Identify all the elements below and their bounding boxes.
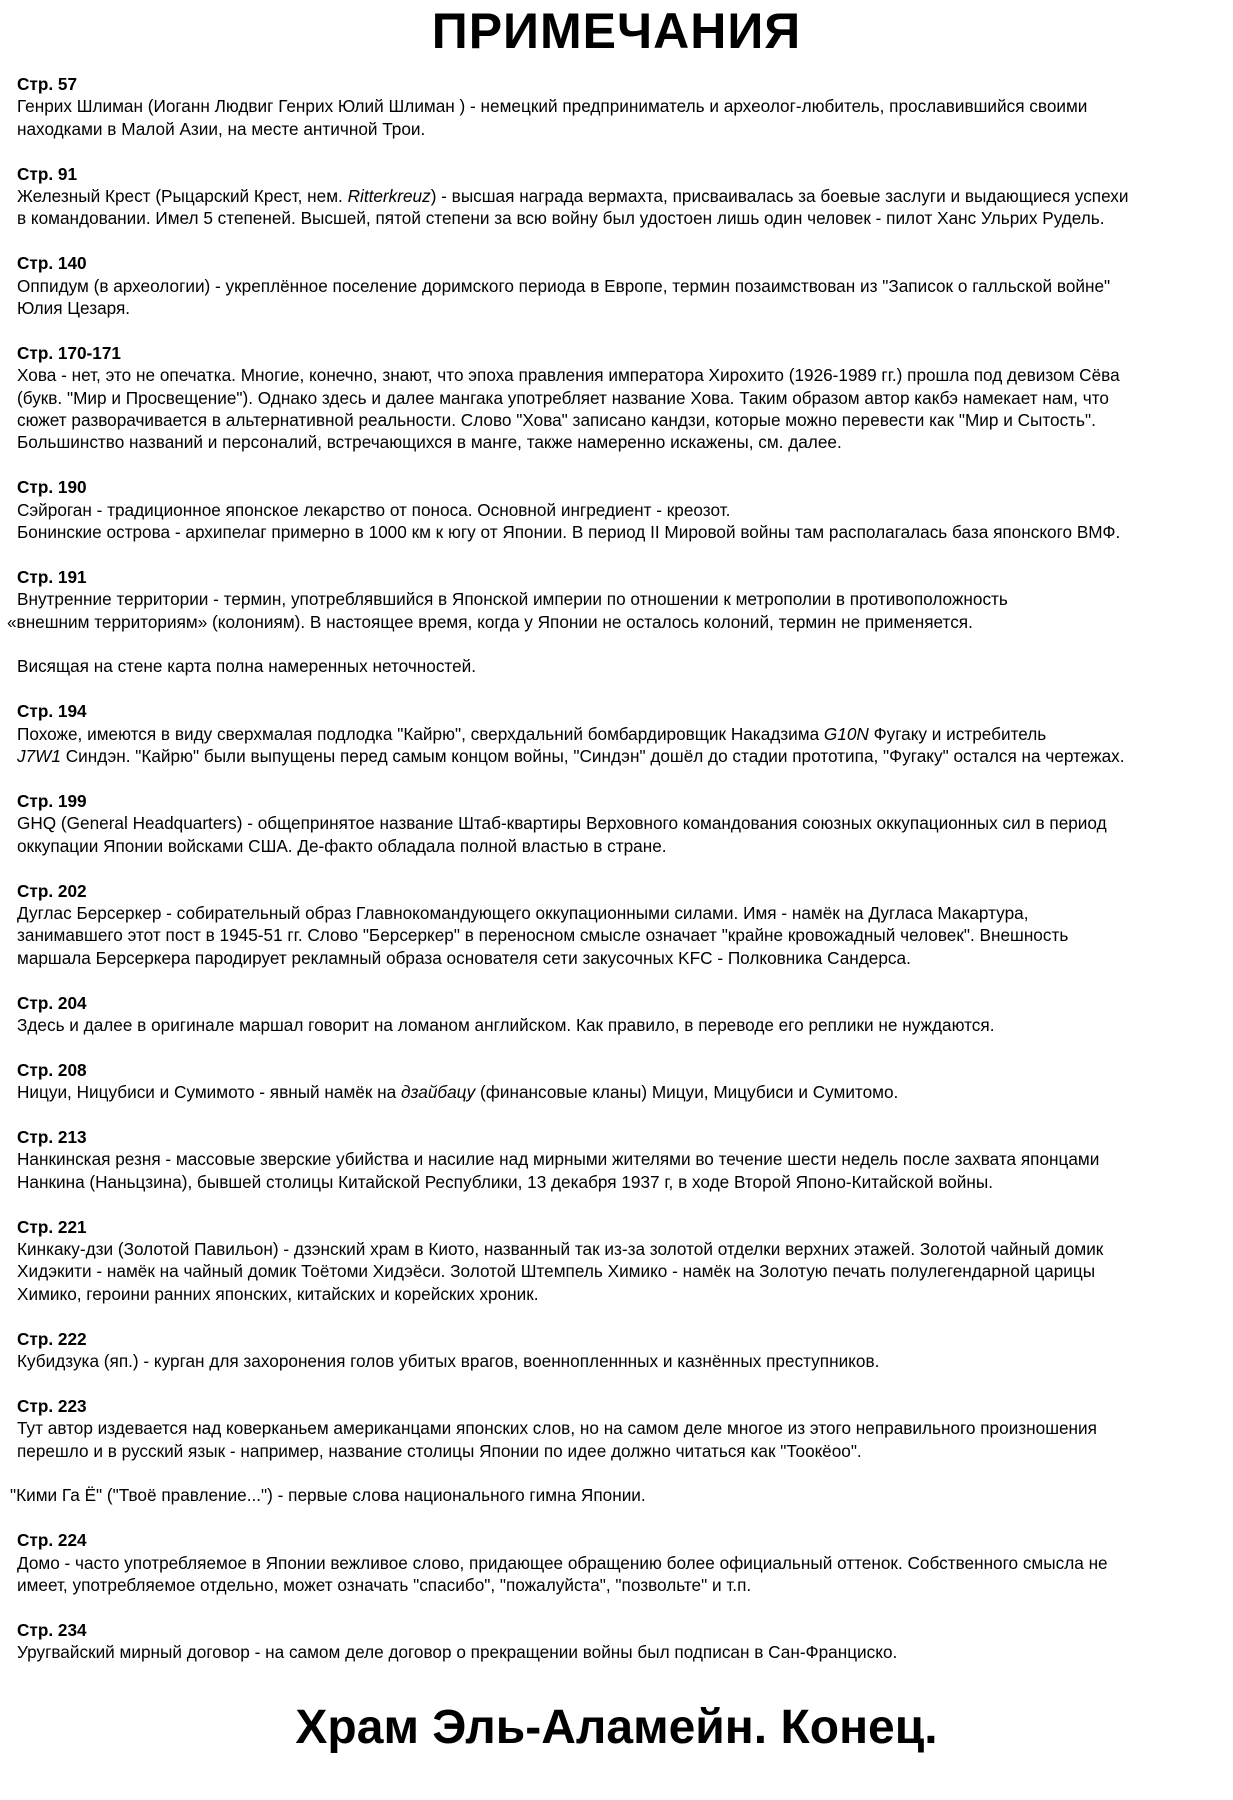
note-line: Хова - нет, это не опечатка. Многие, конечно, знают, что эпоха правления императора Хирохито (1926-1989 гг.) прошла под девизом Сёва: [17, 365, 1120, 386]
note-line: в командовании. Имел 5 степеней. Высшей, пятой степени за всю войну был удостоен лишь один человек - пилот Ханс Ульрих Рудель.: [17, 208, 1105, 229]
note-item: [0, 73, 1233, 140]
page-title: ПРИМЕЧАНИЯ: [431, 3, 802, 59]
note-item: [0, 1216, 1233, 1306]
end-caption: Храм Эль-Аламейн. Конец.: [295, 1701, 938, 1754]
note-item: [0, 163, 1233, 230]
note-page-ref: Стр. 202: [17, 880, 87, 901]
note-line: Внутренние территории - термин, употреблявшийся в Японской империи по отношении к метрополии в противоположность: [17, 589, 1008, 610]
note-page-ref: Стр. 191: [17, 566, 87, 587]
note-page-ref: Стр. 213: [17, 1126, 87, 1147]
note-item: [0, 566, 1233, 678]
note-page-ref: Стр. 222: [17, 1328, 87, 1349]
note-item: [0, 1328, 1233, 1373]
note-line: Ницуи, Ницубиси и Сумимото - явный намёк на дзайбацу (финансовые кланы) Мицуи, Мицубиси и Сумитомо.: [17, 1082, 899, 1103]
note-page-ref: Стр. 199: [17, 790, 87, 811]
note-item: [0, 790, 1233, 857]
italic-term: дзайбацу: [400, 1082, 476, 1103]
note-item: [0, 880, 1233, 970]
note-line: перешло и в русский язык - например, название столицы Японии по идее должно читаться как "Тоокёоо".: [17, 1440, 862, 1461]
note-page-ref: Стр. 91: [17, 163, 77, 184]
note-line: J7W1 Синдэн. "Кайрю" были выпущены перед самым концом войны, "Синдэн" дошёл до стадии прототипа, "Фугаку" остался на чертежах.: [17, 746, 1125, 767]
note-item: [0, 700, 1233, 767]
note-line: оккупации Японии войсками США. Де-факто обладала полной властью в стране.: [17, 835, 667, 856]
note-line: Нанкина (Наньцзина), бывшей столицы Китайской Республики, 13 декабря 1937 г, в ходе Второй Японо-Китайской войны.: [17, 1171, 994, 1192]
note-line: Большинство названий и персоналий, встречающихся в манге, также намеренно искажены, см. далее.: [17, 432, 842, 453]
note-line: имеет, употребляемое отдельно, может означать "спасибо", "пожалуйста", "позвольте" и т.п.: [17, 1574, 752, 1595]
note-item: [0, 1126, 1233, 1193]
note-page-ref: Стр. 194: [17, 701, 87, 722]
note-line: Дуглас Берсеркер - собирательный образ Главнокомандующего оккупационными силами. Имя - намёк на Дугласа Макартура,: [17, 902, 1029, 923]
note-page-ref: Стр. 190: [17, 477, 87, 498]
note-line: сюжет разворачивается в альтернативной реальности. Слово "Хова" записано кандзи, которые можно перевести как "Мир и Сытость".: [17, 410, 1096, 431]
note-page-ref: Стр. 204: [17, 992, 87, 1013]
italic-term: G10N: [823, 723, 869, 744]
note-page-ref: Стр. 57: [17, 74, 77, 94]
note-line: "Кими Га Ё" ("Твоё правление...") - первые слова национального гимна Японии.: [10, 1485, 646, 1506]
note-line: находками в Малой Азии, на месте античной Трои.: [17, 118, 426, 139]
note-item: [0, 1395, 1233, 1507]
note-item: [0, 252, 1233, 319]
note-page-ref: Стр. 221: [17, 1216, 87, 1237]
note-line: Висящая на стене карта полна намеренных неточностей.: [17, 656, 477, 677]
italic-term: J7W1: [17, 746, 61, 767]
note-line: Кубидзука (яп.) - курган для захоронения голов убитых врагов, военнопленнных и казнённых преступников.: [17, 1350, 880, 1371]
note-line: Тут автор издевается над коверканьем американцами японских слов, но на самом деле многое из этого неправильного произношения: [17, 1418, 1097, 1439]
note-page-ref: Стр. 223: [17, 1395, 87, 1416]
note-page-ref: Стр. 224: [17, 1530, 87, 1551]
note-line: Сэйроган - традиционное японское лекарство от поноса. Основной ингредиент - креозот.: [17, 499, 731, 520]
note-line: Юлия Цезаря.: [17, 298, 131, 319]
note-page-ref: Стр. 170-171: [17, 342, 121, 363]
note-line: Бонинские острова - архипелаг примерно в 1000 км к югу от Японии. В период II Мировой войны там располагалась база японского ВМФ.: [17, 522, 1121, 543]
note-line: Генрих Шлиман (Иоганн Людвиг Генрих Юлий Шлиман ) - немецкий предприниматель и археолог-любитель, прославившийся своими: [17, 96, 1088, 117]
note-line: GHQ (General Headquarters) - общепринятое название Штаб-квартиры Верховного командования союзных оккупационных сил в период: [17, 813, 1107, 834]
note-item: [0, 992, 1233, 1037]
note-line: Нанкинская резня - массовые зверские убийства и насилие над мирными жителями во течение шести недель после захвата японцами: [17, 1149, 1100, 1170]
note-line: [0, 1462, 1233, 1484]
note-line: Уругвайский мирный договор - на самом деле договор о прекращении войны был подписан в Сан-Франциско.: [17, 1642, 898, 1663]
note-line: Домо - часто употребляемое в Японии вежливое слово, придающее обращению более официальный оттенок. Собственного смысла не: [17, 1552, 1108, 1573]
note-line: занимавшего этот пост в 1945-51 гг. Слово "Берсеркер" в переносном смысле означает "крайне кровожадный человек". Внешность: [17, 925, 1069, 946]
note-line: Кинкаку-дзи (Золотой Павильон) - дзэнский храм в Киото, названный так из-за золотой отделки верхних этажей. Золотой чайный домик: [17, 1238, 1104, 1259]
note-page-ref: Стр. 234: [17, 1619, 87, 1640]
note-line: (букв. "Мир и Просвещение"). Однако здесь и далее мангака употребляет название Хова. Таким образом автор какбэ намекает нам, что: [17, 387, 1109, 408]
note-line: Хидэкити - намёк на чайный домик Тоётоми Хидэёси. Золотой Штемпель Химико - намёк на Золотую печать полулегендарной царицы: [17, 1261, 1096, 1282]
note-line: Оппидум (в археологии) - укреплённое поселение доримского периода в Европе, термин позаимствован из "Записок о галльской войне": [17, 275, 1111, 296]
note-item: [0, 1059, 1233, 1104]
italic-term: Ritterkreuz: [347, 186, 431, 207]
note-item: [0, 1619, 1233, 1664]
note-item: [0, 476, 1233, 543]
note-line: «внешним территориям» (колониям). В настоящее время, когда у Японии не осталось колоний, термин не применяется.: [7, 611, 973, 632]
note-page-ref: Стр. 208: [17, 1059, 87, 1080]
note-line: Железный Крест (Рыцарский Крест, нем. Ritterkreuz) - высшая награда вермахта, присваивалась за боевые заслуги и выдающиеся успехи: [17, 186, 1129, 207]
note-item: [0, 1529, 1233, 1596]
notes-list: [0, 73, 1233, 1664]
note-item: [0, 342, 1233, 454]
note-line: Здесь и далее в оригинале маршал говорит на ломаном английском. Как правило, в переводе его реплики не нуждаются.: [17, 1014, 995, 1035]
note-page-ref: Стр. 140: [17, 253, 87, 274]
note-line: маршала Берсеркера пародирует рекламный образа основателя сети закусочных KFC - Полковника Сандерса.: [17, 947, 911, 968]
note-line: [0, 633, 1233, 655]
note-line: Похоже, имеются в виду сверхмалая подлодка "Кайрю", сверхдальний бомбардировщик Накадзима G10N Фугаку и истребитель: [17, 723, 1047, 744]
note-line: Химико, героини ранних японских, китайских и корейских хроник.: [17, 1283, 539, 1304]
